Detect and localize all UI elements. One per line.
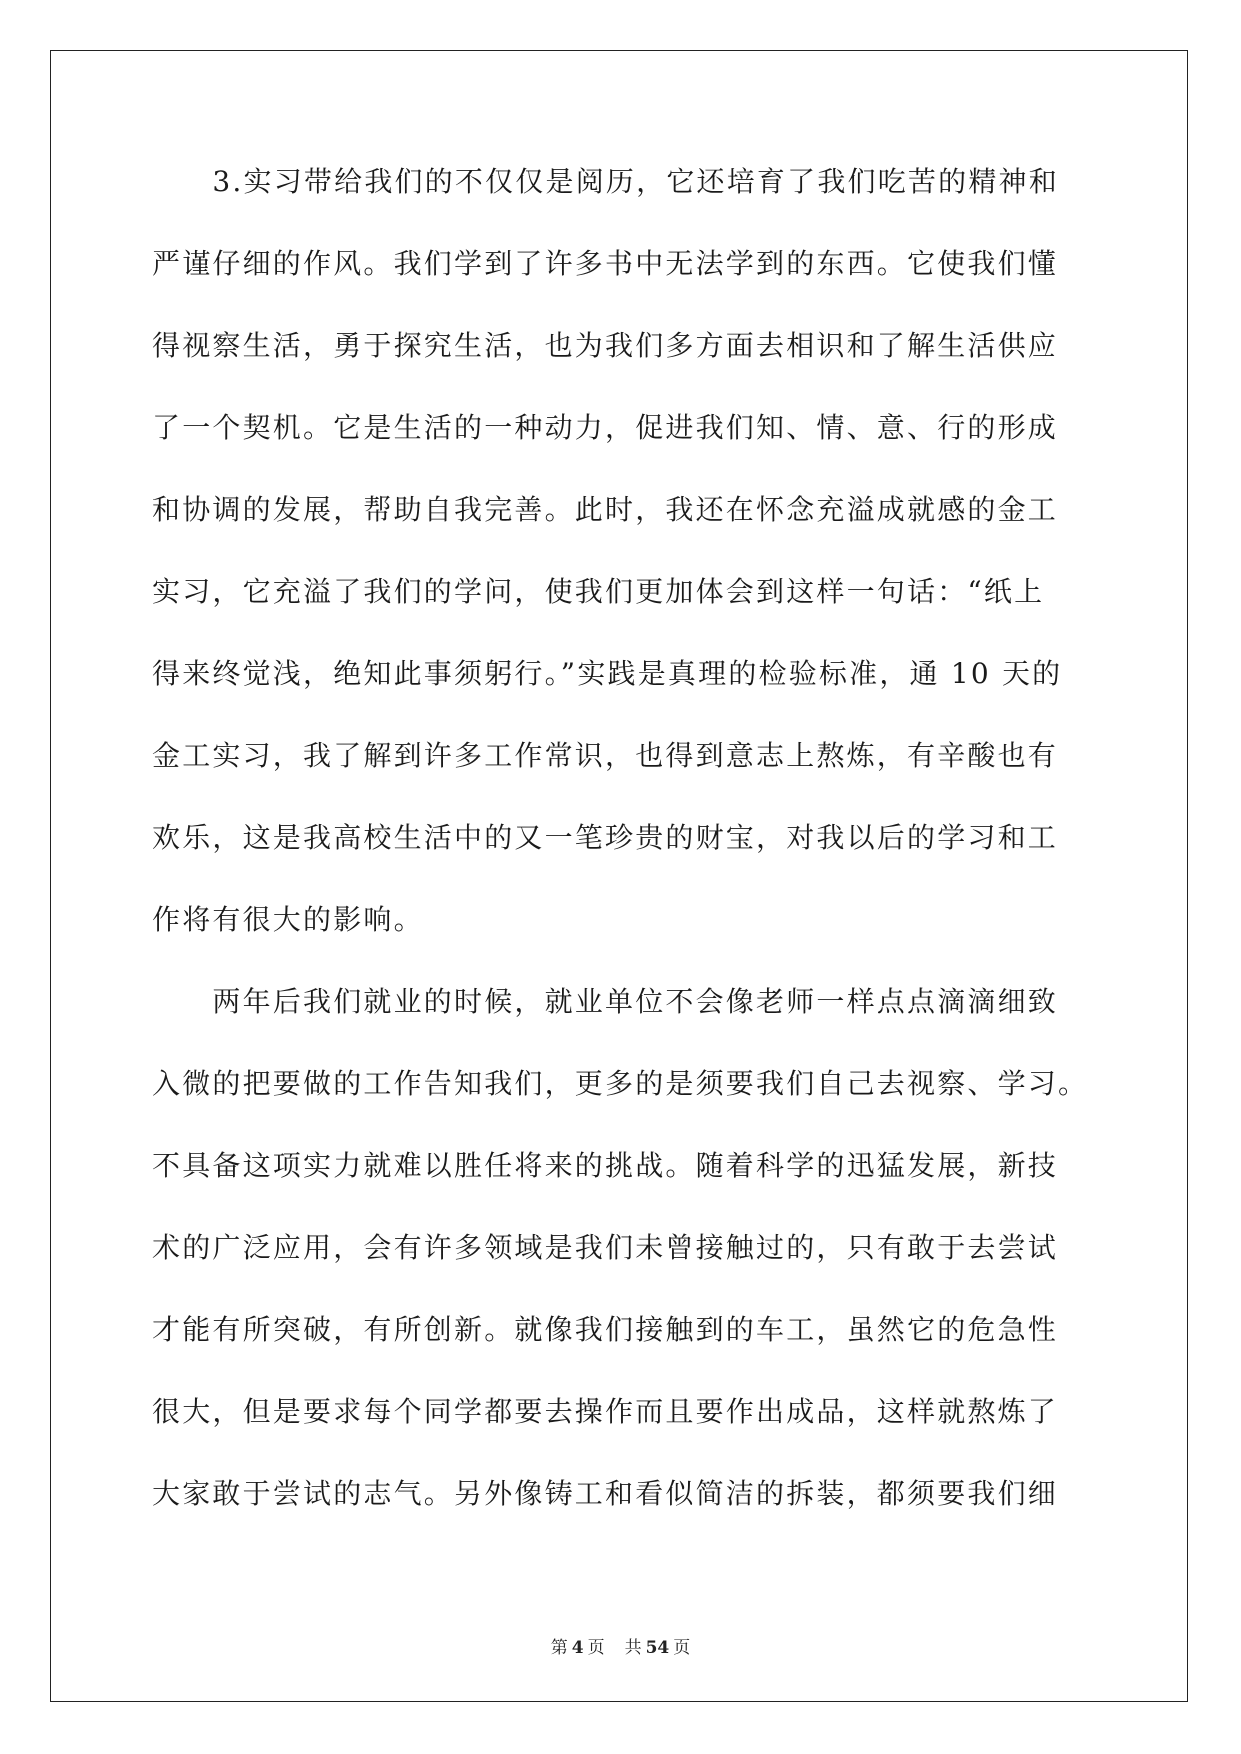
text-line: 严谨仔细的作风。我们学到了许多书中无法学到的东西。它使我们懂 — [152, 247, 1059, 280]
footer-total-suffix: 页 — [673, 1638, 691, 1658]
text-line: 才能有所突破，有所创新。就像我们接触到的车工，虽然它的危急性 — [152, 1313, 1059, 1346]
text-line: 很大，但是要求每个同学都要去操作而且要作出成品，这样就熬炼了 — [152, 1395, 1059, 1428]
text-line: 欢乐，这是我高校生活中的又一笔珍贵的财宝，对我以后的学习和工 — [152, 821, 1059, 854]
footer-total-prefix: 共 — [624, 1638, 642, 1658]
page-footer — [0, 1633, 1241, 1658]
text-line: 得来终觉浅，绝知此事须躬行。”实践是真理的检验标准，通 10 天的 — [152, 657, 1063, 690]
paragraph-1 — [152, 164, 1092, 984]
text-line: 不具备这项实力就难以胜任将来的挑战。随着科学的迅猛发展，新技 — [152, 1149, 1059, 1182]
text-line: 两年后我们就业的时候，就业单位不会像老师一样点点滴滴细致 — [152, 985, 1059, 1018]
footer-prefix: 第 — [550, 1638, 568, 1658]
document-body — [152, 164, 1092, 1558]
text-line: 金工实习，我了解到许多工作常识，也得到意志上熬炼，有辛酸也有 — [152, 739, 1059, 772]
text-line: 术的广泛应用，会有许多领域是我们未曾接触过的，只有敢于去尝试 — [152, 1231, 1059, 1264]
text-line: 和协调的发展，帮助自我完善。此时，我还在怀念充溢成就感的金工 — [152, 493, 1059, 526]
page-number: 4 — [571, 1638, 584, 1658]
total-pages: 54 — [645, 1638, 670, 1658]
text-line: 入微的把要做的工作告知我们，更多的是须要我们自己去视察、学习。 — [152, 1067, 1089, 1100]
text-line: 大家敢于尝试的志气。另外像铸工和看似简洁的拆装，都须要我们细 — [152, 1477, 1059, 1510]
text-line: 了一个契机。它是生活的一种动力，促进我们知、情、意、行的形成 — [152, 411, 1059, 444]
text-line: 得视察生活，勇于探究生活，也为我们多方面去相识和了解生活供应 — [152, 329, 1059, 362]
text-line: 作将有很大的影响。 — [152, 903, 424, 936]
paragraph-2 — [152, 984, 1092, 1558]
text-line: 实习，它充溢了我们的学问，使我们更加体会到这样一句话：“纸上 — [152, 575, 1045, 608]
footer-page-suffix: 页 — [587, 1638, 605, 1658]
text-line: 3.实习带给我们的不仅仅是阅历，它还培育了我们吃苦的精神和 — [152, 165, 1059, 198]
